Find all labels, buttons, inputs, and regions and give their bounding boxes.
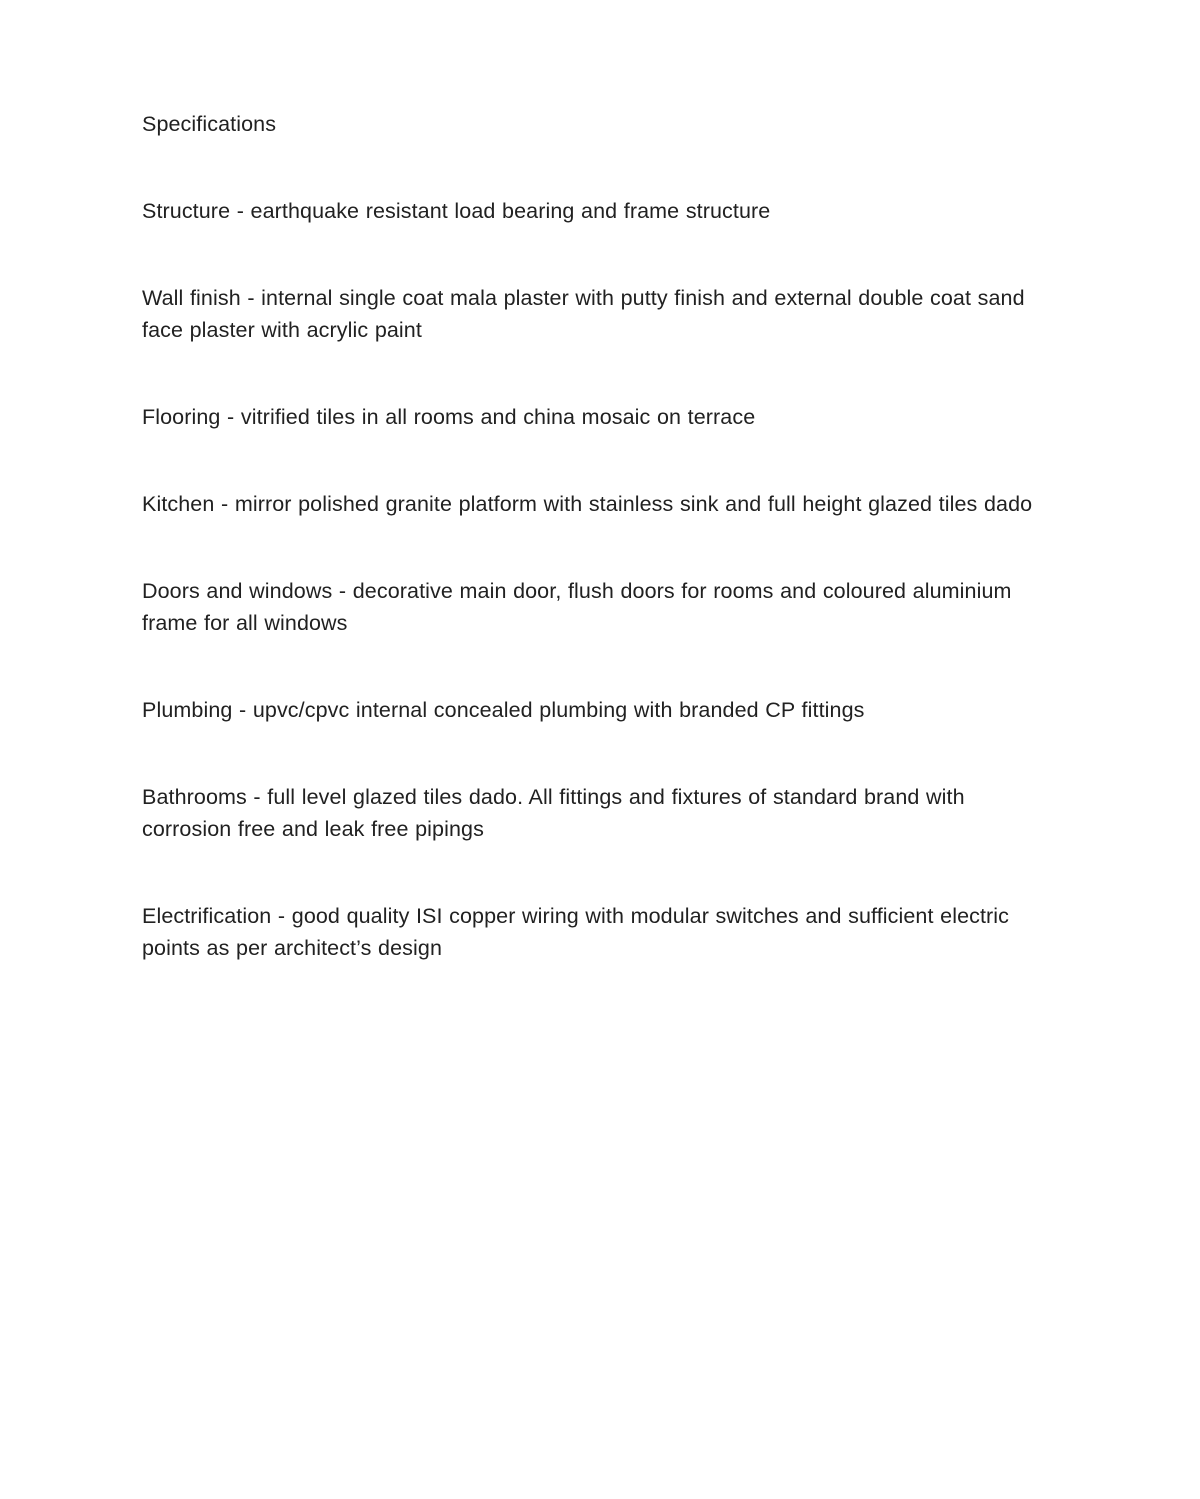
paragraph-doors-windows: Doors and windows - decorative main door, flush doors for rooms and coloured aluminium frame for all windows — [142, 579, 1012, 635]
paragraph-structure: Structure - earthquake resistant load bearing and frame structure — [142, 199, 771, 223]
paragraph-electrification: Electrification - good quality ISI copper wiring with modular switches and sufficient electric points as per architect’s design — [142, 904, 1010, 960]
paragraph-wall-finish: Wall finish - internal single coat mala plaster with putty finish and external double coat sand face plaster with acrylic paint — [142, 286, 1025, 342]
page-title: Specifications — [142, 112, 277, 136]
paragraph-kitchen: Kitchen - mirror polished granite platform with stainless sink and full height glazed tiles dado — [142, 492, 1033, 516]
paragraph-bathrooms: Bathrooms - full level glazed tiles dado. All fittings and fixtures of standard brand with corrosion free and leak free pipings — [142, 785, 965, 841]
paragraph-flooring: Flooring - vitrified tiles in all rooms and china mosaic on terrace — [142, 405, 756, 429]
paragraph-plumbing: Plumbing - upvc/cpvc internal concealed plumbing with branded CP fittings — [142, 698, 865, 722]
